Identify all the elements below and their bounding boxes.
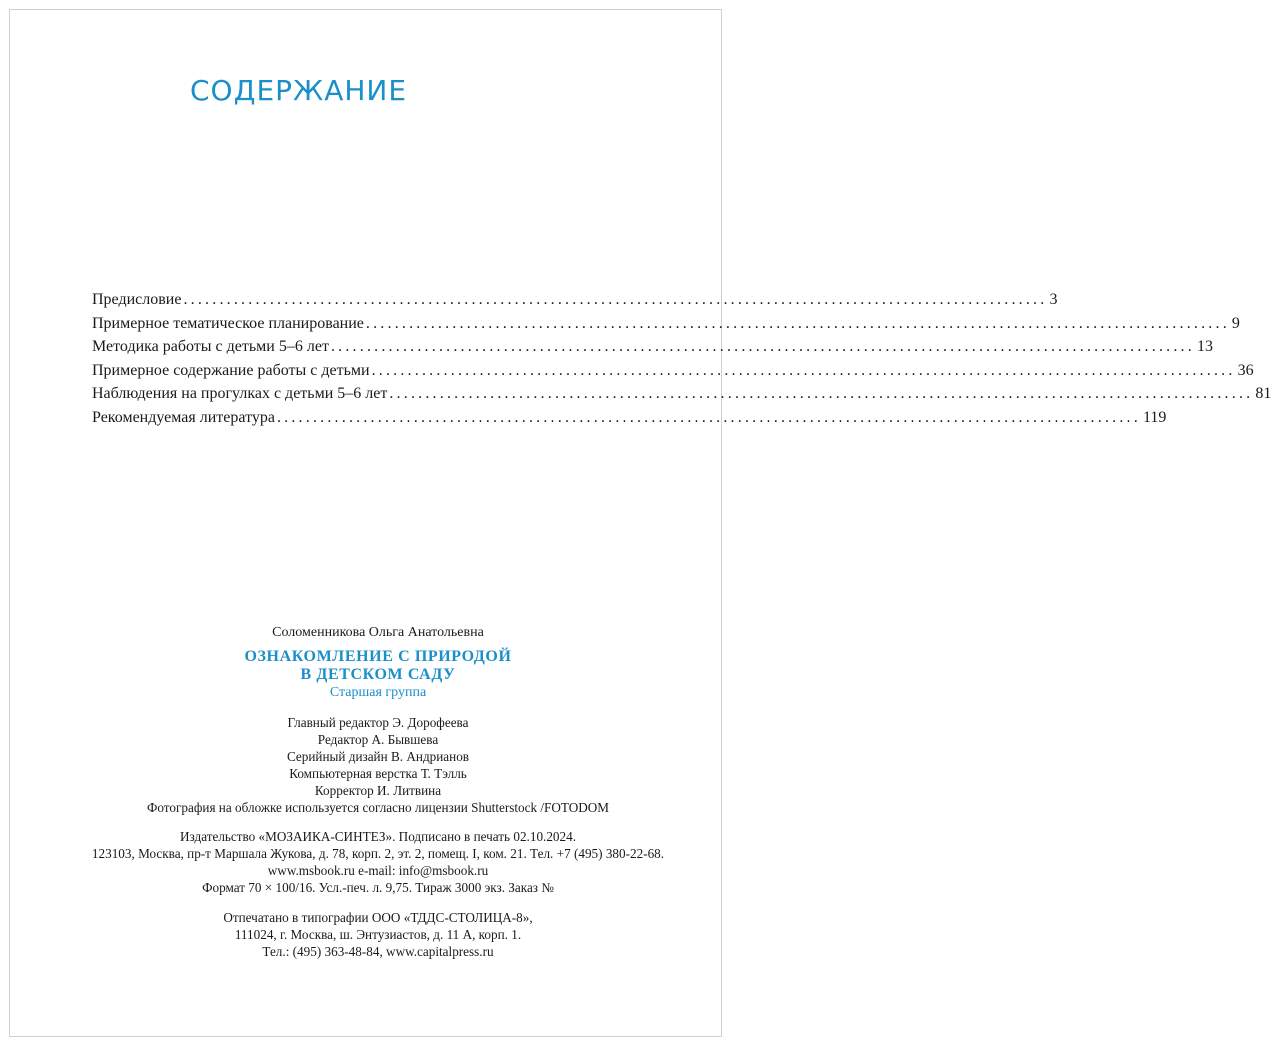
credit-line: Серийный дизайн В. Андрианов	[286, 749, 470, 764]
imprint-block	[12, 624, 744, 960]
toc-dot-leader: ........................................................................................................................	[183, 291, 1048, 308]
toc-entry-page: 81	[1255, 385, 1271, 402]
toc-dot-leader: ........................................................................................................................	[276, 408, 1141, 426]
credit-line: Главный редактор Э. Дорофеева	[287, 715, 469, 730]
toc-dot-leader: ........................................................................................................................	[330, 338, 1195, 355]
toc-entry-page: 13	[1196, 338, 1213, 355]
contents-heading: СОДЕРЖАНИЕ	[190, 74, 408, 107]
credit-line: Редактор А. Бывшева	[317, 732, 439, 747]
toc-entry-page: 119	[1142, 408, 1167, 426]
toc-entry-title: Примерное тематическое планирование	[92, 314, 364, 332]
photo-license-note: Фотография на обложке используется согласно лицензии Shutterstock /FOTODOM	[146, 800, 610, 815]
credit-line: Корректор И. Литвина	[314, 783, 442, 798]
author-name: Соломенникова Ольга Анатольевна	[272, 625, 484, 640]
publisher-line: 123103, Москва, пр-т Маршала Жукова, д. 78, корп. 2, эт. 2, помещ. I, ком. 21. Тел. +7 (495) 380-22-68.	[91, 846, 665, 861]
publisher-line: www.msbook.ru e-mail: info@msbook.ru	[267, 863, 489, 878]
toc-entry-title: Предисловие	[92, 291, 182, 308]
toc-entry-page: 3	[1049, 291, 1058, 308]
toc-entry[interactable]	[92, 359, 1254, 383]
toc-entry[interactable]	[92, 335, 1213, 359]
book-subtitle: Старшая группа	[329, 685, 427, 700]
printer-line: 111024, г. Москва, ш. Энтузиастов, д. 11 А, корп. 1.	[234, 927, 522, 942]
toc-entry[interactable]	[92, 288, 1058, 312]
book-title-line-2: В ДЕТСКОМ САДУ	[300, 666, 456, 683]
toc-entry[interactable]	[92, 406, 1167, 430]
toc-entry-page: 9	[1231, 314, 1240, 332]
toc-entry-title: Рекомендуемая литература	[92, 408, 275, 426]
toc-entry[interactable]	[92, 312, 1240, 336]
credit-line: Компьютерная верстка Т. Тэлль	[289, 766, 467, 781]
printer-line: Тел.: (495) 363-48-84, www.capitalpress.ru	[262, 944, 494, 959]
toc-entry-title: Методика работы с детьми 5–6 лет	[92, 338, 329, 355]
toc-entry[interactable]	[92, 382, 1271, 406]
table-of-contents	[92, 288, 1271, 429]
publisher-line: Издательство «МОЗАИКА-СИНТЕЗ». Подписано в печать 02.10.2024.	[179, 829, 577, 844]
toc-dot-leader: ........................................................................................................................	[371, 361, 1236, 379]
toc-dot-leader: ........................................................................................................................	[365, 314, 1230, 332]
toc-entry-page: 36	[1237, 361, 1254, 379]
book-title-line-1: ОЗНАКОМЛЕНИЕ С ПРИРОДОЙ	[244, 648, 512, 665]
toc-entry-title: Наблюдения на прогулках с детьми 5–6 лет	[92, 385, 388, 402]
printer-line: Отпечатано в типографии ООО «ТДДС-СТОЛИЦА-8»,	[223, 910, 533, 925]
publisher-line: Формат 70 × 100/16. Усл.-печ. л. 9,75. Тираж 3000 экз. Заказ №	[202, 880, 554, 895]
toc-entry-title: Примерное содержание работы с детьми	[92, 361, 370, 379]
toc-dot-leader: ........................................................................................................................	[389, 385, 1254, 402]
